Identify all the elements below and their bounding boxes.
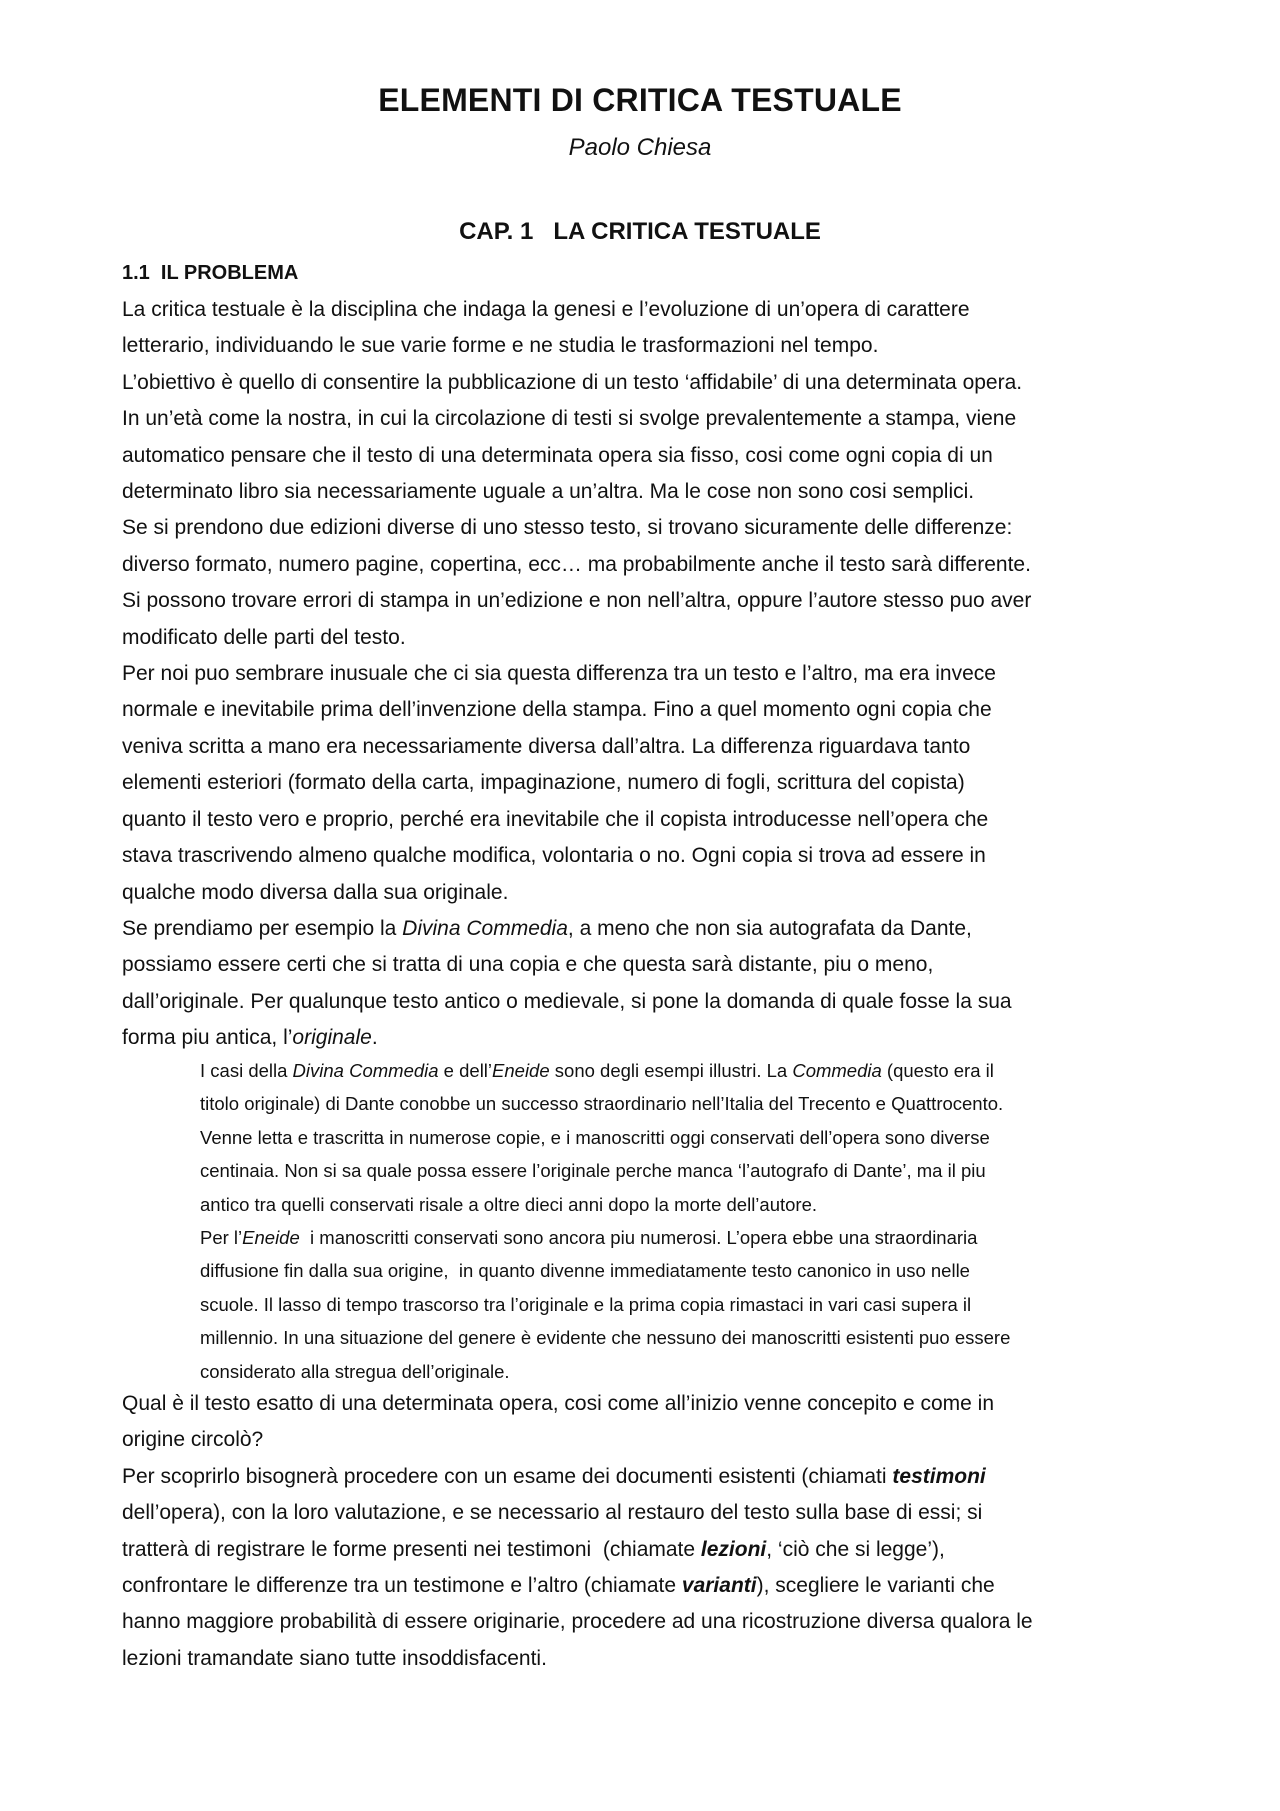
text-line: Qual è il testo esatto di una determinata opera, cosi come all’inizio venne concepito e come in — [122, 1392, 994, 1415]
text-line: diverso formato, numero pagine, copertina, ecc… ma probabilmente anche il testo sarà differente. — [122, 552, 1031, 576]
text-line: In un’età come la nostra, in cui la circolazione di testi si svolge prevalentemente a stampa, viene — [122, 407, 1017, 431]
text-line: Si possono trovare errori di stampa in un’edizione e non nell’altra, oppure l’autore stesso puo aver — [122, 589, 1032, 613]
text-line: qualche modo diversa dalla sua originale. — [122, 880, 509, 904]
emphasis: originale — [292, 1026, 372, 1050]
text-line: L’obiettivo è quello di consentire la pubblicazione di un testo ‘affidabile’ di una determinata opera. — [122, 370, 1023, 394]
text-line: determinato libro sia necessariamente uguale a un’altra. Ma le cose non sono cosi semplici. — [122, 480, 975, 504]
text-line: tratterà di registrare le forme presenti nei testimoni (chiamate lezioni, ‘ciò che si legge’), — [122, 1537, 945, 1561]
key-term-lezioni: lezioni — [700, 1537, 767, 1561]
document-title: ELEMENTI DI CRITICA TESTUALE — [378, 82, 902, 118]
key-term-testimoni: testimoni — [892, 1464, 986, 1488]
text-line-commedia: Se prendiamo per esempio la Divina Commedia, a meno che non sia autografata da Dante, — [122, 916, 972, 940]
quote-line: I casi della Divina Commedia e dell’Eneide sono degli esempi illustri. La Commedia (questo era il — [200, 1060, 994, 1081]
text-line: normale e inevitabile prima dell’invenzione della stampa. Fino a quel momento ogni copia che — [122, 698, 992, 722]
text-line: Se si prendono due edizioni diverse di uno stesso testo, si trovano sicuramente delle differenze: — [122, 516, 1013, 540]
text-line: veniva scritta a mano era necessariamente diversa dall’altra. La differenza riguardava tanto — [122, 734, 971, 758]
emphasis: Divina Commedia — [402, 916, 568, 940]
section-heading: 1.1 IL PROBLEMA — [122, 262, 299, 284]
quote-line: antico tra quelli conservati risale a oltre dieci anni dopo la morte dell’autore. — [200, 1193, 818, 1215]
quote-line: Per l’Eneide i manoscritti conservati sono ancora piu numerosi. L’opera ebbe una straordinaria — [200, 1227, 978, 1249]
text-line: automatico pensare che il testo di una determinata opera sia fisso, cosi come ogni copia di un — [122, 443, 993, 467]
text-line: dall’originale. Per qualunque testo antico o medievale, si pone la domanda di quale fosse la sua — [122, 989, 1012, 1013]
text-line: La critica testuale è la disciplina che indaga la genesi e l’evoluzione di un’opera di carattere — [122, 298, 970, 321]
text-line: elementi esteriori (formato della carta, impaginazione, numero di fogli, scrittura del copista) — [122, 771, 965, 795]
quote-line: titolo originale) di Dante conobbe un successo straordinario nell’Italia del Trecento e Quattrocento. — [200, 1093, 1004, 1115]
quote-line: considerato alla stregua dell’originale. — [200, 1360, 510, 1382]
document-author: Paolo Chiesa — [568, 134, 712, 161]
body-text — [122, 292, 1182, 1057]
text-line: lezioni tramandate siano tutte insoddisfacenti. — [122, 1646, 547, 1670]
text-line: letterario, individuando le sue varie forme e ne studia le trasformazioni nel tempo. — [122, 334, 879, 358]
block-quote — [200, 1054, 1175, 1388]
text-line: stava trascrivendo almeno qualche modifica, volontaria o no. Ogni copia si trova ad essere in — [122, 844, 986, 868]
text-line-originale: forma piu antica, l’originale. — [122, 1026, 378, 1050]
chapter-heading: CAP. 1 LA CRITICA TESTUALE — [459, 218, 821, 245]
text-line: origine circolò? — [122, 1428, 264, 1452]
text-line: Per scoprirlo bisognerà procedere con un esame dei documenti esistenti (chiamati testimoni — [122, 1464, 986, 1488]
quote-line: scuole. Il lasso di tempo trascorso tra l’originale e la prima copia rimastaci in vari casi supera il — [200, 1293, 972, 1315]
text-line: Per noi puo sembrare inusuale che ci sia questa differenza tra un testo e l’altro, ma era invece — [122, 662, 996, 686]
text-line: hanno maggiore probabilità di essere originarie, procedere ad una ricostruzione diversa qualora le — [122, 1610, 1033, 1634]
text-line: dell’opera), con la loro valutazione, e se necessario al restauro del testo sulla base di essi; si — [122, 1501, 983, 1525]
text-line: possiamo essere certi che si tratta di una copia e che questa sarà distante, piu o meno, — [122, 953, 934, 977]
text-line: quanto il testo vero e proprio, perché era inevitabile che il copista introducesse nell’opera che — [122, 807, 989, 831]
quote-line: millennio. In una situazione del genere è evidente che nessuno dei manoscritti esistenti puo essere — [200, 1327, 1011, 1349]
quote-line: diffusione fin dalla sua origine, in quanto divenne immediatamente testo canonico in uso nelle — [200, 1260, 970, 1282]
text-line: confrontare le differenze tra un testimone e l’altro (chiamate varianti), scegliere le varianti che — [122, 1574, 995, 1598]
quote-line: Venne letta e trascritta in numerose copie, e i manoscritti oggi conservati dell’opera sono diverse — [200, 1126, 990, 1148]
body-text-continued — [122, 1386, 1182, 1677]
text-line: modificato delle parti del testo. — [122, 625, 406, 649]
quote-line: centinaia. Non si sa quale possa essere l’originale perche manca ‘l’autografo di Dante’, ma il piu — [200, 1160, 986, 1182]
key-term-varianti: varianti — [681, 1574, 757, 1598]
